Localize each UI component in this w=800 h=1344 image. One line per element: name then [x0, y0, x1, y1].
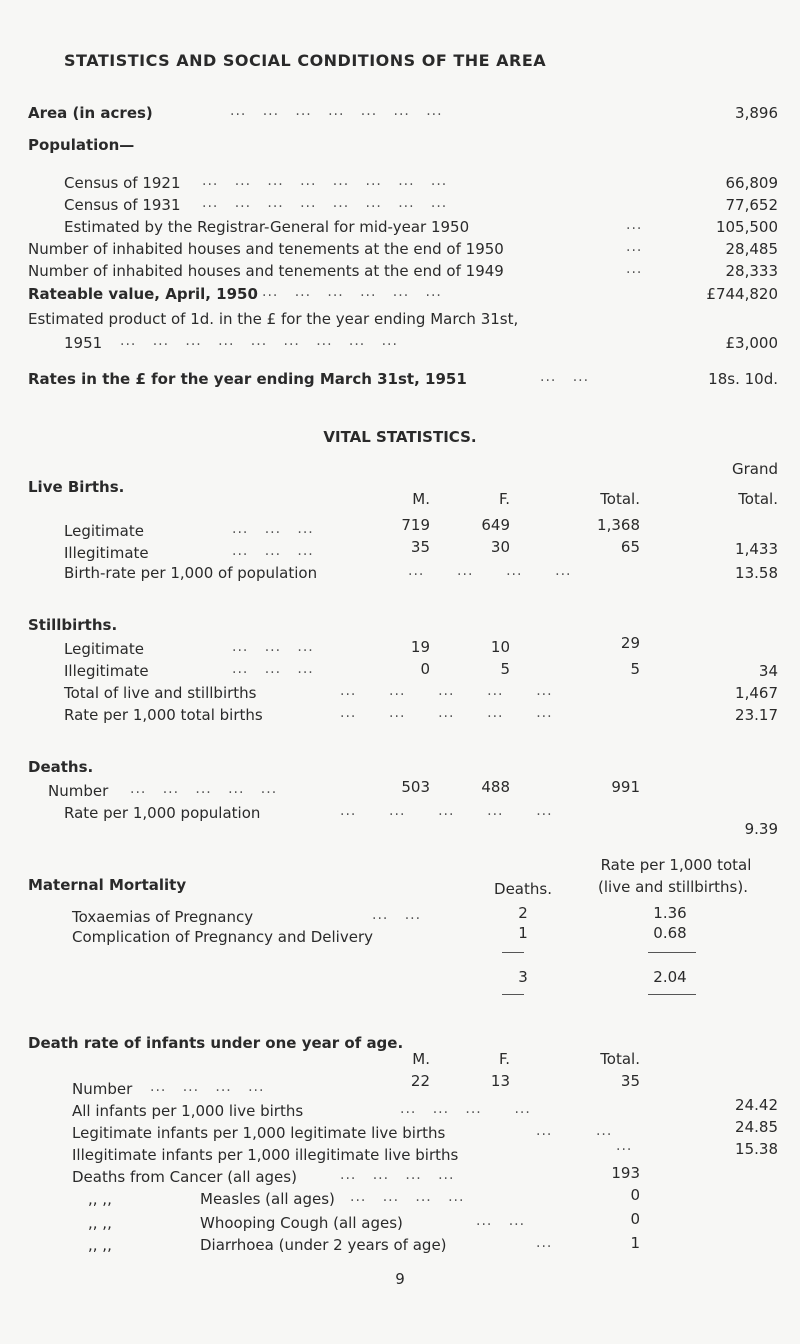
maternal-col-deaths: Deaths.	[494, 880, 552, 898]
illegit-infants-value: 15.38	[735, 1140, 778, 1158]
illegit-infants-label: Illegitimate infants per 1,000 illegitimate live births	[72, 1146, 459, 1164]
sum-rule	[502, 952, 524, 953]
still-legit-f: 10	[490, 638, 510, 656]
diarrhoea-label: Diarrhoea (under 2 years of age)	[200, 1236, 447, 1254]
estimated-population-label: Estimated by the Registrar-General for mid-year 1950	[64, 218, 470, 236]
col-grand-2: Total.	[738, 490, 778, 508]
birth-rate-label: Birth-rate per 1,000 of population	[64, 564, 318, 582]
still-legit-m: 19	[410, 638, 430, 656]
infant-number-m: 22	[410, 1072, 430, 1090]
measles-value: 0	[630, 1186, 640, 1204]
still-legit-total: 29	[620, 634, 640, 652]
legit-infants-value: 24.85	[735, 1118, 778, 1136]
live-illegit-total: 65	[620, 538, 640, 556]
rates-value: 18s. 10d.	[708, 370, 778, 388]
leader-dots: ... ...	[540, 369, 590, 385]
leader-dots: ... ... ... ... ... ... ... ... ...	[120, 333, 398, 349]
all-infants-label: All infants per 1,000 live births	[72, 1102, 304, 1120]
page-title: STATISTICS AND SOCIAL CONDITIONS OF THE AREA	[64, 51, 547, 70]
infant-number-f: 13	[490, 1072, 510, 1090]
sum-rule	[648, 952, 696, 953]
leader-dots: ... ... ... ... ...	[130, 781, 278, 797]
live-births-heading: Live Births.	[28, 478, 125, 496]
all-infants-value: 24.42	[735, 1096, 778, 1114]
still-rate-label: Rate per 1,000 total births	[64, 706, 263, 724]
leader-dots: ... ... ... ... ... ... ...	[230, 103, 443, 119]
toxaemias-deaths: 2	[518, 904, 528, 922]
leader-dots: ... ... ... ... ...	[340, 683, 553, 699]
infant-number-total: 35	[620, 1072, 640, 1090]
ditto-marks: ,, ,,	[88, 1236, 112, 1254]
infant-col-total: Total.	[600, 1050, 640, 1068]
still-illegit-label: Illegitimate	[64, 662, 149, 680]
live-legit-label: Legitimate	[64, 522, 144, 540]
death-rate-label: Rate per 1,000 population	[64, 804, 261, 822]
product-label-line2: 1951	[64, 334, 103, 352]
live-legit-f: 649	[481, 516, 510, 534]
live-legit-m: 719	[401, 516, 430, 534]
area-label: Area (in acres)	[28, 104, 153, 122]
sum-rule	[648, 994, 696, 995]
sum-rule	[502, 994, 524, 995]
whooping-label: Whooping Cough (all ages)	[200, 1214, 403, 1232]
deaths-number-label: Number	[48, 782, 109, 800]
legit-infants-label: Legitimate infants per 1,000 legitimate live births	[72, 1124, 446, 1142]
leader-dots: ... ... ... ...	[350, 1189, 465, 1205]
complication-rate: 0.68	[653, 924, 687, 942]
houses-1949-label: Number of inhabited houses and tenements at the end of 1949	[28, 262, 504, 280]
still-rate-value: 23.17	[735, 706, 778, 724]
complication-deaths: 1	[518, 924, 528, 942]
total-live-still-label: Total of live and stillbirths	[64, 684, 257, 702]
rateable-value: £744,820	[706, 285, 778, 303]
product-value: £3,000	[725, 334, 778, 352]
col-total: Total.	[600, 490, 640, 508]
complication-label: Complication of Pregnancy and Delivery	[72, 928, 374, 946]
leader-dots: ...	[616, 1138, 633, 1154]
houses-1950-value: 28,485	[725, 240, 778, 258]
live-illegit-label: Illegitimate	[64, 544, 149, 562]
houses-1950-label: Number of inhabited houses and tenements at the end of 1950	[28, 240, 504, 258]
total-live-still-value: 1,467	[735, 684, 778, 702]
census-1921-label: Census of 1921	[64, 174, 181, 192]
leader-dots: ... ... ... ... ... ... ... ...	[202, 173, 448, 189]
leader-dots: ... ... ... ... ...	[340, 705, 553, 721]
live-legit-total: 1,368	[597, 516, 640, 534]
toxaemias-rate: 1.36	[653, 904, 687, 922]
infant-col-f: F.	[499, 1050, 510, 1068]
houses-1949-value: 28,333	[725, 262, 778, 280]
page-number: 9	[395, 1270, 405, 1288]
area-value: 3,896	[735, 104, 778, 122]
leader-dots: ... ... ...	[232, 543, 314, 559]
census-1931-value: 77,652	[725, 196, 778, 214]
maternal-total-deaths: 3	[518, 968, 528, 986]
measles-label: Measles (all ages)	[200, 1190, 335, 1208]
infant-number-label: Number	[72, 1080, 133, 1098]
rates-label: Rates in the £ for the year ending March 31st, 1951	[28, 370, 467, 388]
ditto-marks: ,, ,,	[88, 1190, 112, 1208]
still-illegit-m: 0	[420, 660, 430, 678]
stillbirths-heading: Stillbirths.	[28, 616, 118, 634]
deaths-number-m: 503	[401, 778, 430, 796]
live-illegit-m: 35	[410, 538, 430, 556]
still-illegit-f: 5	[500, 660, 510, 678]
leader-dots: ... ... ... ...	[408, 563, 572, 579]
census-1921-value: 66,809	[725, 174, 778, 192]
toxaemias-label: Toxaemias of Pregnancy	[72, 908, 254, 926]
infant-heading: Death rate of infants under one year of age.	[28, 1034, 404, 1052]
still-legit-label: Legitimate	[64, 640, 144, 658]
leader-dots: ... ... ... ... ... ...	[262, 284, 442, 300]
maternal-col-rate-2: (live and stillbirths).	[598, 878, 748, 896]
leader-dots: ... ... ...	[232, 661, 314, 677]
leader-dots: ... ...	[372, 907, 422, 923]
whooping-value: 0	[630, 1210, 640, 1228]
leader-dots: ... ... ... ... ...	[340, 803, 553, 819]
census-1931-label: Census of 1931	[64, 196, 181, 214]
leader-dots: ...	[626, 261, 643, 277]
diarrhoea-value: 1	[630, 1234, 640, 1252]
col-m: M.	[412, 490, 430, 508]
death-rate-value: 9.39	[744, 820, 778, 838]
col-f: F.	[499, 490, 510, 508]
leader-dots: ... ...	[476, 1213, 526, 1229]
product-label-line1: Estimated product of 1d. in the £ for the year ending March 31st,	[28, 310, 519, 328]
live-grand-total: 1,433	[735, 540, 778, 558]
leader-dots: ...	[626, 217, 643, 233]
leader-dots: ...	[626, 239, 643, 255]
still-illegit-total: 5	[630, 660, 640, 678]
leader-dots: ... ... ... ... ... ... ... ...	[202, 195, 448, 211]
leader-dots: ... ... ... ...	[340, 1167, 455, 1183]
population-heading: Population—	[28, 136, 135, 154]
infant-col-m: M.	[412, 1050, 430, 1068]
birth-rate-value: 13.58	[735, 564, 778, 582]
leader-dots: ...	[536, 1235, 553, 1251]
maternal-col-rate-1: Rate per 1,000 total	[600, 856, 752, 874]
maternal-total-rate: 2.04	[653, 968, 687, 986]
leader-dots: ... ... ... ...	[400, 1101, 531, 1117]
maternal-heading: Maternal Mortality	[28, 876, 187, 894]
vital-statistics-heading: VITAL STATISTICS.	[323, 428, 477, 446]
estimated-population-value: 105,500	[715, 218, 778, 236]
rateable-value-label: Rateable value, April, 1950	[28, 285, 258, 303]
leader-dots: ... ... ... ...	[150, 1079, 265, 1095]
ditto-marks: ,, ,,	[88, 1214, 112, 1232]
still-grand-total: 34	[758, 662, 778, 680]
deaths-number-total: 991	[611, 778, 640, 796]
cancer-label: Deaths from Cancer (all ages)	[72, 1168, 297, 1186]
deaths-number-f: 488	[481, 778, 510, 796]
live-illegit-f: 30	[490, 538, 510, 556]
col-grand-1: Grand	[732, 460, 779, 478]
leader-dots: ... ... ...	[232, 639, 314, 655]
cancer-value: 193	[611, 1164, 640, 1182]
leader-dots: ... ...	[536, 1123, 613, 1139]
deaths-heading: Deaths.	[28, 758, 94, 776]
leader-dots: ... ... ...	[232, 521, 314, 537]
